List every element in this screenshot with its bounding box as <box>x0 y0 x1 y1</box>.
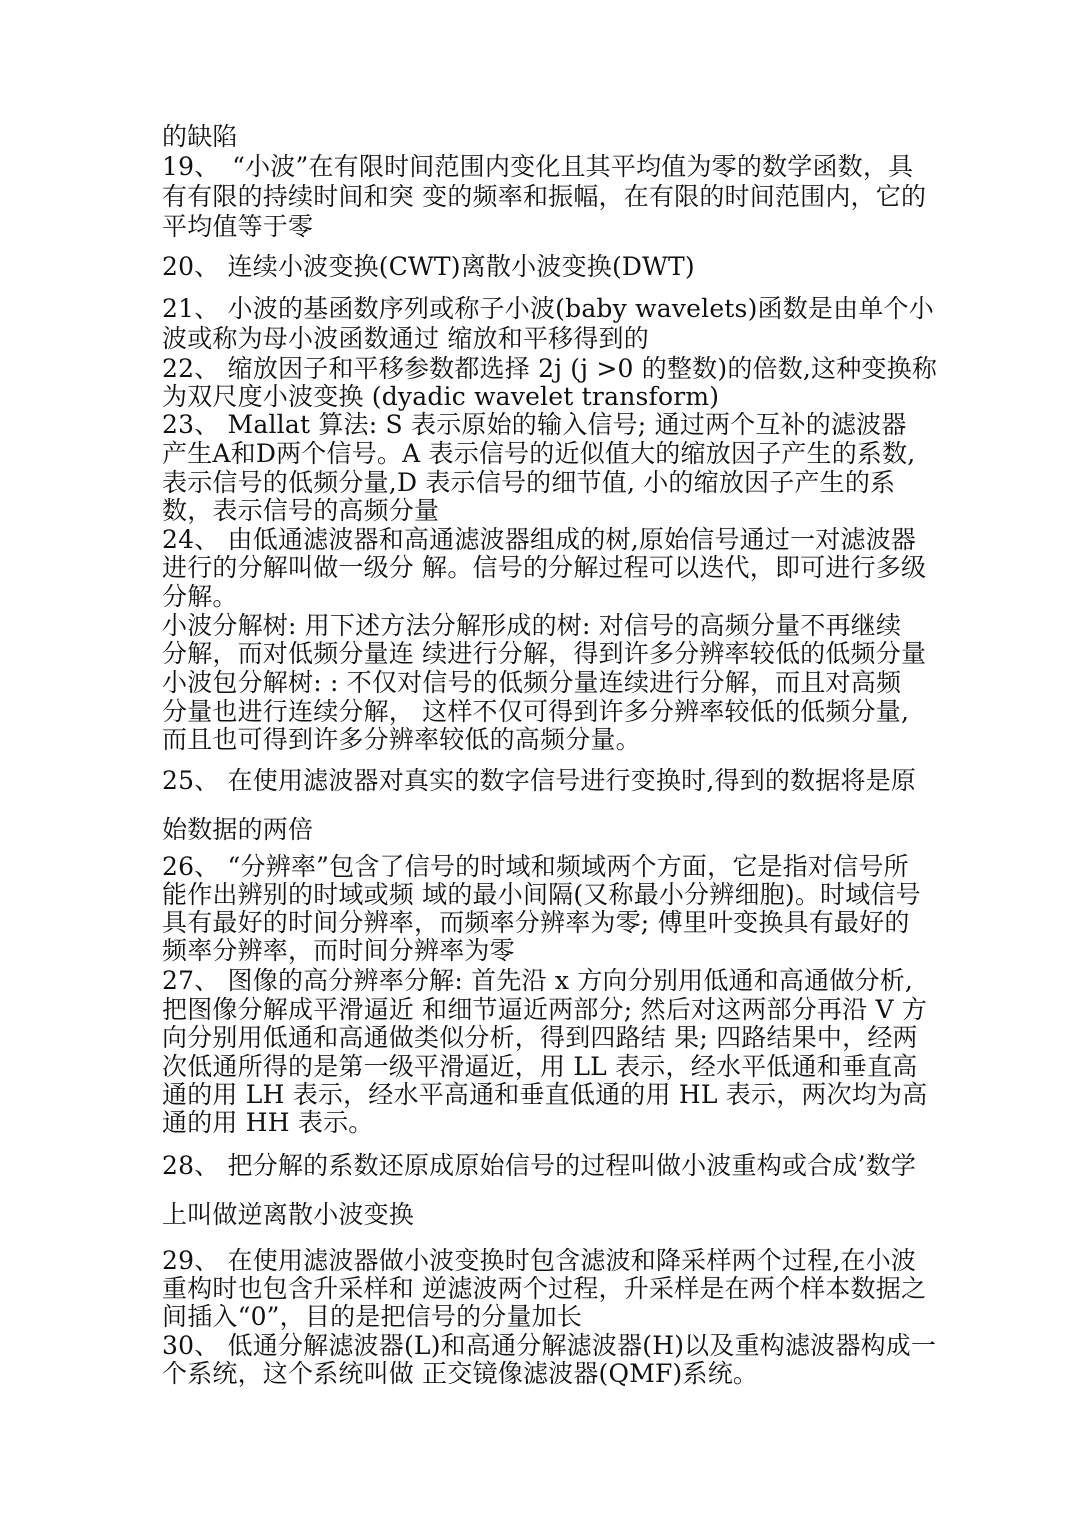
text-line: 始数据的两倍 <box>162 815 314 844</box>
text-line: 表示信号的低频分量,D 表示信号的细节值, 小的缩放因子产生的系 <box>162 468 896 497</box>
text-line: 24、 由低通滤波器和高通滤波器组成的树,原始信号通过一对滤波器 <box>162 525 917 554</box>
text-line: 平均值等于零 <box>162 212 314 241</box>
text-line: 分解，而对低频分量连 续进行分解，得到许多分辨率较低的低频分量 <box>162 639 927 668</box>
text-line: 能作出辨别的时域或频 域的最小间隔(又称最小分辨细胞)。时域信号 <box>162 880 921 909</box>
text-line: 产生A和D两个信号。A 表示信号的近似值大的缩放因子产生的系数, <box>162 439 916 468</box>
text-line: 通的用 LH 表示，经水平高通和垂直低通的用 HL 表示，两次均为高 <box>162 1080 928 1109</box>
text-line: 通的用 HH 表示。 <box>162 1108 374 1137</box>
text-line: 23、 Mallat 算法: S 表示原始的输入信号; 通过两个互补的滤波器 <box>162 410 907 439</box>
text-line: 上叫做逆离散小波变换 <box>162 1200 415 1229</box>
text-line: 22、 缩放因子和平移参数都选择 2j (j >0 的整数)的倍数,这种变换称 <box>162 354 938 383</box>
text-line: 20、 连续小波变换(CWT)离散小波变换(DWT) <box>162 252 695 281</box>
text-line: 小波包分解树: : 不仅对信号的低频分量连续进行分解，而且对高频 <box>162 668 902 697</box>
text-line: 的缺陷 <box>162 122 238 151</box>
text-line: 具有最好的时间分辨率，而频率分辨率为零; 傅里叶变换具有最好的 <box>162 908 910 937</box>
text-line: 30、 低通分解滤波器(L)和高通分解滤波器(H)以及重构滤波器构成一 <box>162 1331 937 1360</box>
text-line: 27、 图像的高分辨率分解: 首先沿 x 方向分别用低通和高通做分析, <box>162 966 914 995</box>
text-line: 为双尺度小波变换 (dyadic wavelet transform) <box>162 382 720 411</box>
text-line: 分解。 <box>162 582 238 611</box>
text-line: 间插入“0”，目的是把信号的分量加长 <box>162 1302 583 1331</box>
text-line: 29、 在使用滤波器做小波变换时包含滤波和降采样两个过程,在小波 <box>162 1246 917 1275</box>
text-line: 向分别用低通和高通做类似分析，得到四路结 果; 四路结果中，经两 <box>162 1023 918 1052</box>
text-line: 进行的分解叫做一级分 解。信号的分解过程可以迭代，即可进行多级 <box>162 553 927 582</box>
text-line: 频率分辨率，而时间分辨率为零 <box>162 936 515 965</box>
text-line: 有有限的持续时间和突 变的频率和振幅，在有限的时间范围内，它的 <box>162 182 927 211</box>
text-line: 26、 “分辨率”包含了信号的时域和频域两个方面，它是指对信号所 <box>162 852 909 881</box>
text-line: 次低通所得的是第一级平滑逼近，用 LL 表示，经水平低通和垂直高 <box>162 1052 918 1081</box>
text-line: 19、 “小波”在有限时间范围内变化且其平均值为零的数学函数，具 <box>162 152 914 181</box>
text-line: 28、 把分解的系数还原成原始信号的过程叫做小波重构或合成’数学 <box>162 1151 917 1180</box>
text-line: 小波分解树: 用下述方法分解形成的树: 对信号的高频分量不再继续 <box>162 611 902 640</box>
text-line: 而且也可得到许多分辨率较低的高频分量。 <box>162 725 641 754</box>
text-line: 个系统，这个系统叫做 正交镜像滤波器(QMF)系统。 <box>162 1359 759 1388</box>
text-line: 把图像分解成平滑逼近 和细节逼近两部分; 然后对这两部分再沿 V 方 <box>162 995 928 1024</box>
text-line: 重构时也包含升采样和 逆滤波两个过程，升采样是在两个样本数据之 <box>162 1274 927 1303</box>
text-line: 25、 在使用滤波器对真实的数字信号进行变换时,得到的数据将是原 <box>162 766 917 795</box>
text-line: 数，表示信号的高频分量 <box>162 496 440 525</box>
text-line: 波或称为母小波函数通过 缩放和平移得到的 <box>162 324 649 353</box>
text-line: 分量也进行连续分解， 这样不仅可得到许多分辨率较低的低频分量, <box>162 697 910 726</box>
text-line: 21、 小波的基函数序列或称子小波(baby wavelets)函数是由单个小 <box>162 294 934 323</box>
